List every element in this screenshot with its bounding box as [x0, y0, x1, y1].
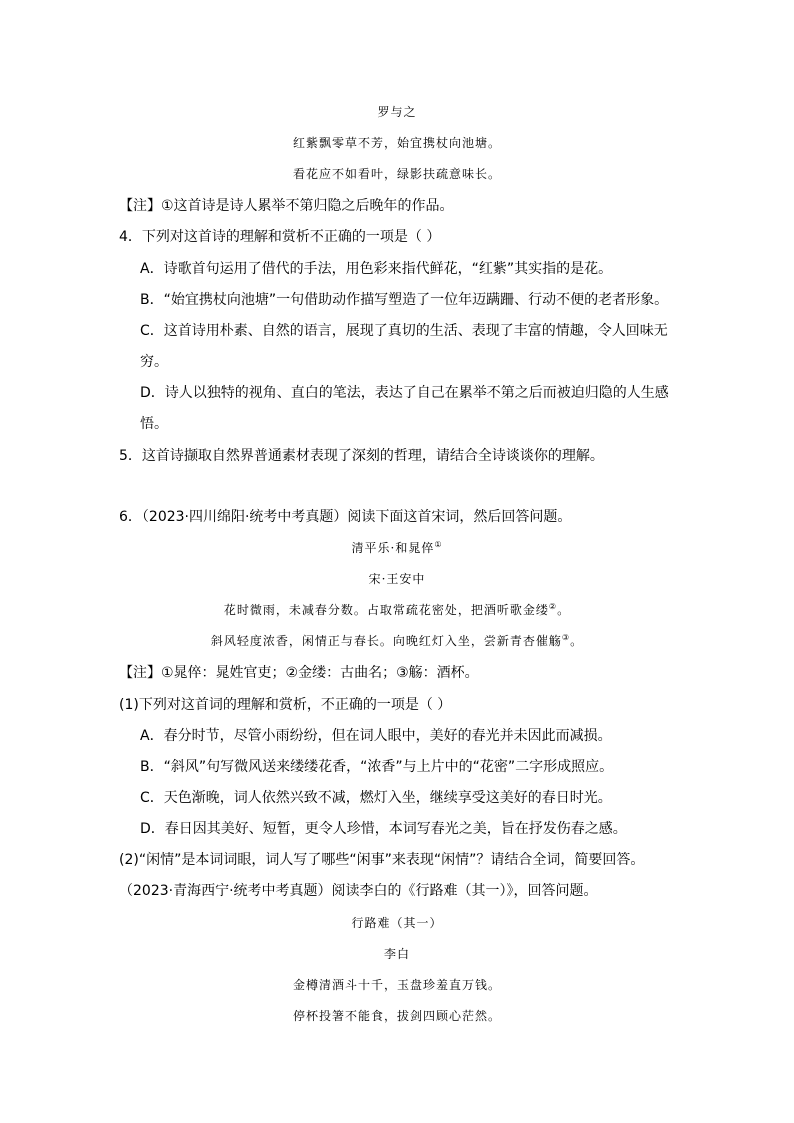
- q6-poem-title: 清平乐·和晁倅①: [351, 540, 443, 555]
- q4-poem-line-2: 看花应不如看叶，绿影扶疏意味长。: [292, 167, 501, 181]
- q6-sub-question-2: (2)“闲情”是本词词眼，词人写了哪些“闲事”来表现“闲情”？请结合全词，简要回答。: [119, 852, 645, 868]
- q6-poem-note: 【注】①晁倅：晁姓官吏；②金缕：古曲名；③觞：酒杯。: [119, 665, 479, 681]
- q6-poem-line-1: 花时微雨，未减春分数。占取常疏花密处，把酒听歌金缕②。: [223, 602, 571, 617]
- q7-poem-author: 李白: [383, 947, 410, 961]
- q6-option-a: A．春分时节，尽管小雨纷纷，但在词人眼中，美好的春光并未因此而减损。: [140, 728, 612, 744]
- q4-option-c: C．这首诗用朴素、自然的语言，展现了真切的生活、表现了丰富的情趣，令人回味无: [140, 323, 668, 339]
- q4-option-b: B．“始宜携杖向池塘”一句借助动作描写塑造了一位年迈蹒跚、行动不便的老者形象。: [140, 292, 669, 308]
- q4-option-d-cont: 悟。: [140, 416, 168, 432]
- q4-stem: 4．下列对这首诗的理解和赏析不正确的一项是（ ）: [119, 229, 441, 245]
- q7-poem-line-2: 停杯投箸不能食，拔剑四顾心茫然。: [292, 1009, 501, 1023]
- q6-option-d: D．春日因其美好、短暂，更令人珍惜，本词写春光之美，旨在抒发伤春之感。: [140, 821, 627, 837]
- q6-poem-line-2: 斜风轻度浓香，闲情正与春长。向晚红灯入坐，尝新青杏催觞③。: [210, 633, 584, 648]
- q7-poem-line-1: 金樽清酒斗十千，玉盘珍羞直万钱。: [292, 978, 501, 992]
- q6-stem: 6．（2023·四川绵阳·统考中考真题）阅读下面这首宋词，然后回答问题。: [119, 509, 572, 525]
- q4-poem-author: 罗与之: [377, 105, 417, 119]
- q4-poem-line-1: 红紫飘零草不芳，始宜携杖向池塘。: [292, 136, 501, 150]
- q7-poem-title: 行路难（其一）: [351, 916, 443, 930]
- q4-option-a: A．诗歌首句运用了借代的手法，用色彩来指代鲜花，“红紫”其实指的是花。: [140, 261, 613, 277]
- q4-option-c-cont: 穷。: [140, 354, 168, 370]
- q4-option-d: D．诗人以独特的视角、直白的笔法，表达了自己在累举不第之后而被迫归隐的人生感: [140, 385, 669, 401]
- q6-sub-question-1: (1)下列对这首词的理解和赏析，不正确的一项是（ ）: [119, 697, 452, 713]
- q4-poem-note: 【注】①这首诗是诗人累举不第归隐之后晚年的作品。: [119, 198, 454, 214]
- q7-stem: （2023·青海西宁·统考中考真题）阅读李白的《行路难（其一）》，回答问题。: [119, 883, 598, 899]
- q6-option-c: C．天色渐晚，词人依然兴致不减，燃灯入坐，继续享受这美好的春日时光。: [140, 790, 612, 806]
- q6-poem-author: 宋·王安中: [368, 572, 426, 586]
- q6-option-b: B．“斜风”句写微风送来缕缕花香，“浓香”与上片中的“花密”二字形成照应。: [140, 759, 614, 775]
- q5-stem: 5．这首诗撷取自然界普通素材表现了深刻的哲理，请结合全诗谈谈你的理解。: [119, 448, 604, 464]
